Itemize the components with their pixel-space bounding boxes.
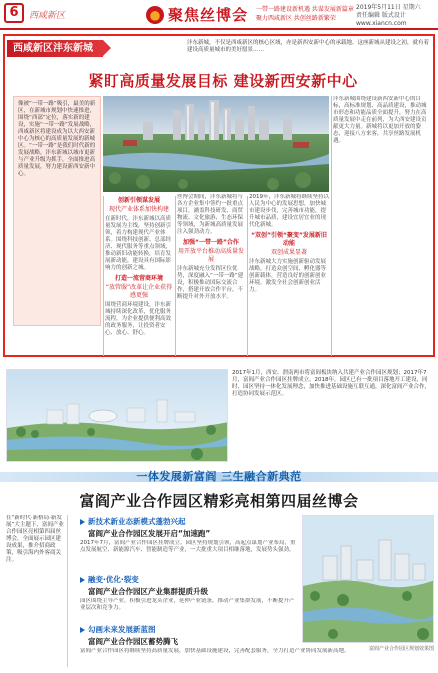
feature-headline: 紧盯高质量发展目标 建设新西安新中心: [88, 72, 358, 90]
paragraph: 丝博会期间，沣东新城将与各方企业集中签约一批重点项目，涵盖科技研发、商贸物流、文化旅游、生态环保等领域，为新城高质量发展注入强劲动力。: [177, 194, 244, 235]
column-title: 聚焦丝博会: [168, 6, 249, 24]
section-ribbon: [0, 470, 438, 484]
photo-caption: 富阎产业合作园区规划效果图: [368, 646, 434, 652]
park-aerial-photo: [6, 369, 228, 462]
section-intro: 在“新时代·新格局·新发展”大主题下，富阎产业合作园区亮相第四届丝博会，全面展示园区建设成果，推介招商政策，吸引海内外客商关注。: [6, 515, 68, 667]
subheading: 创新引领谋发展: [117, 197, 160, 204]
section1-tag: 新技术新业态新模式蓬勃兴起: [80, 516, 186, 527]
section-name: 西咸新区: [29, 11, 66, 21]
subheading-secondary: 现代产业体系加快构建: [108, 206, 169, 213]
subheading-secondary: “放管服”改革让企业获得感更强: [105, 284, 173, 299]
paragraph: 在新时代，沣东新城以高质量发展为主线，坚持创新引领，着力构建现代产业体系。围绕科技创新、总部经济、现代服务等重点领域，推动新旧动能转换，培育发展新动能，建设具有国际影响力的创新之城。: [105, 216, 172, 271]
triangle-icon: [80, 627, 85, 633]
ribbon-title: 一体发展新富阎 三生融合新典范: [136, 470, 302, 483]
feature-article: [3, 34, 435, 357]
silk-expo-logo-icon: [146, 6, 164, 24]
triangle-icon: [80, 519, 85, 525]
header-date: 2019年5月11日 星期六 责任编辑 版式设计 www.xiancn.com: [356, 4, 421, 27]
paragraph: 沣东新城围绕建设新西安新中心的目标，高标准规划、高品质建设，推动城市形态和功能品质全面提升，努力在高质量发展中走在前列，为大西安建设贡献更大力量。新城将以更加开放的姿态，迎接八方来客，共享丝路发展机遇。: [333, 96, 427, 144]
section3-tag: 勾画未来发展新蓝图: [80, 624, 156, 635]
page-header: [0, 0, 438, 30]
section-headline: 富阎产业合作园区精彩亮相第四届丝博会: [79, 492, 359, 510]
section2-title: 富阎产业合作园区产业集群提质升级: [88, 587, 208, 596]
header-slogan: 一带一路建设新机遇 共谋发展新篇章 聚力西咸新区 共创丝路新繁荣: [256, 6, 354, 22]
section3-body: 富阎产业合作园区将继续坚持高质量发展，加快基础设施建设，完善配套服务，全力打造产业协同发展新高地。: [80, 648, 350, 654]
subheading: 打造一流营商环境: [114, 275, 163, 282]
paragraph: 沣东新城充分发挥区位优势，深度融入“一带一路”建设，积极推动国际交流合作，搭建开放合作平台，不断提升对外开放水平。: [177, 266, 244, 300]
article-column-2: [177, 194, 245, 354]
column-divider: [331, 96, 332, 356]
subheading-secondary: 用开放平台推动高质量发展: [177, 248, 244, 263]
column-divider: [103, 196, 104, 356]
feature-lead: 沣东新城，不仅是西咸新区的核心区域，亦是新西安新中心的承载地。这座新城从建设之初，就有着建设高质量城市的美好愿景……: [187, 40, 430, 53]
page-number: 6: [4, 3, 24, 23]
city-aerial-photo: [103, 96, 329, 192]
feature-banner: 西咸新区沣东新城: [7, 40, 103, 57]
section1-body: 2017年7月，富阎产业合作园区挂牌成立。园区坚持规划引领，高起点谋划产业布局，重点发展航空、新能源汽车、智能制造等产业，一大批重大项目相继落地，发展势头强劲。: [80, 540, 296, 553]
article-column-1: [105, 194, 173, 354]
park-plan-photo: [302, 515, 434, 643]
column-divider: [175, 196, 176, 356]
paragraph: 2019年，沣东新城将继续坚持以人民为中心的发展思想，加快城市建设步伐，完善城市功能，提升城市品质，建设宜居宜业的现代化新城。: [249, 194, 329, 228]
subheading-secondary: 双创成果显著: [270, 249, 307, 256]
subheading: “双创”引领“聚变”发展新旧动能: [251, 232, 327, 247]
column-divider: [247, 196, 248, 356]
feature-intro-box: 像被“一带一路”吸引，最美的新区，在新城市规划中快速推进，围绕“西部”定位，落实新的建设，实施“一带一路”发展战略，西咸新区将建设成为以大西安新中心为核心的高质量发展的新城区。“一带一路”是我们时代新的发展战略，沣东新城以城市更新与产业升级为抓手，全面推进高质量发展，努力建设新西安新中心。: [13, 96, 101, 326]
paragraph: 沣东新城大力实施创新驱动发展战略，打造众创空间、孵化器等创新载体，营造良好的创新创业环境，激发全社会创新创业活力。: [249, 259, 327, 293]
section2-body: 园区围绕主导产业，积极引进龙头企业，延伸产业链条，推动产业集群发展，不断提升产业层次和竞争力。: [80, 598, 295, 611]
subheading: 加强“一带一路”合作: [183, 239, 239, 246]
article-column-3: [249, 194, 329, 354]
section3-title: 富阎产业合作园区蓄势腾飞: [88, 637, 178, 646]
park-intro-text: 2017年1月，西安、渭南两市将富阎板块纳入共建产业合作园区规划；2017年7月，富阎产业合作园区挂牌成立。2018年，园区已有一批项目落地开工建设，同时，园区坚持一体化发展理念，加快推进基础设施互联互通，深化富阎产业合作，打造协同发展示范区。: [232, 370, 431, 397]
section2-tag: 融变·优化·裂变: [80, 574, 139, 585]
section1-title: 富阎产业合作园区发展开启“加速跑”: [88, 529, 211, 538]
triangle-icon: [80, 577, 85, 583]
paragraph: 围绕营商环境建设，沣东新城持续深化改革，优化服务流程，为企业提供便利高效的政务服务，让投资者安心、放心、舒心。: [105, 302, 172, 336]
article-column-4: [333, 96, 431, 354]
